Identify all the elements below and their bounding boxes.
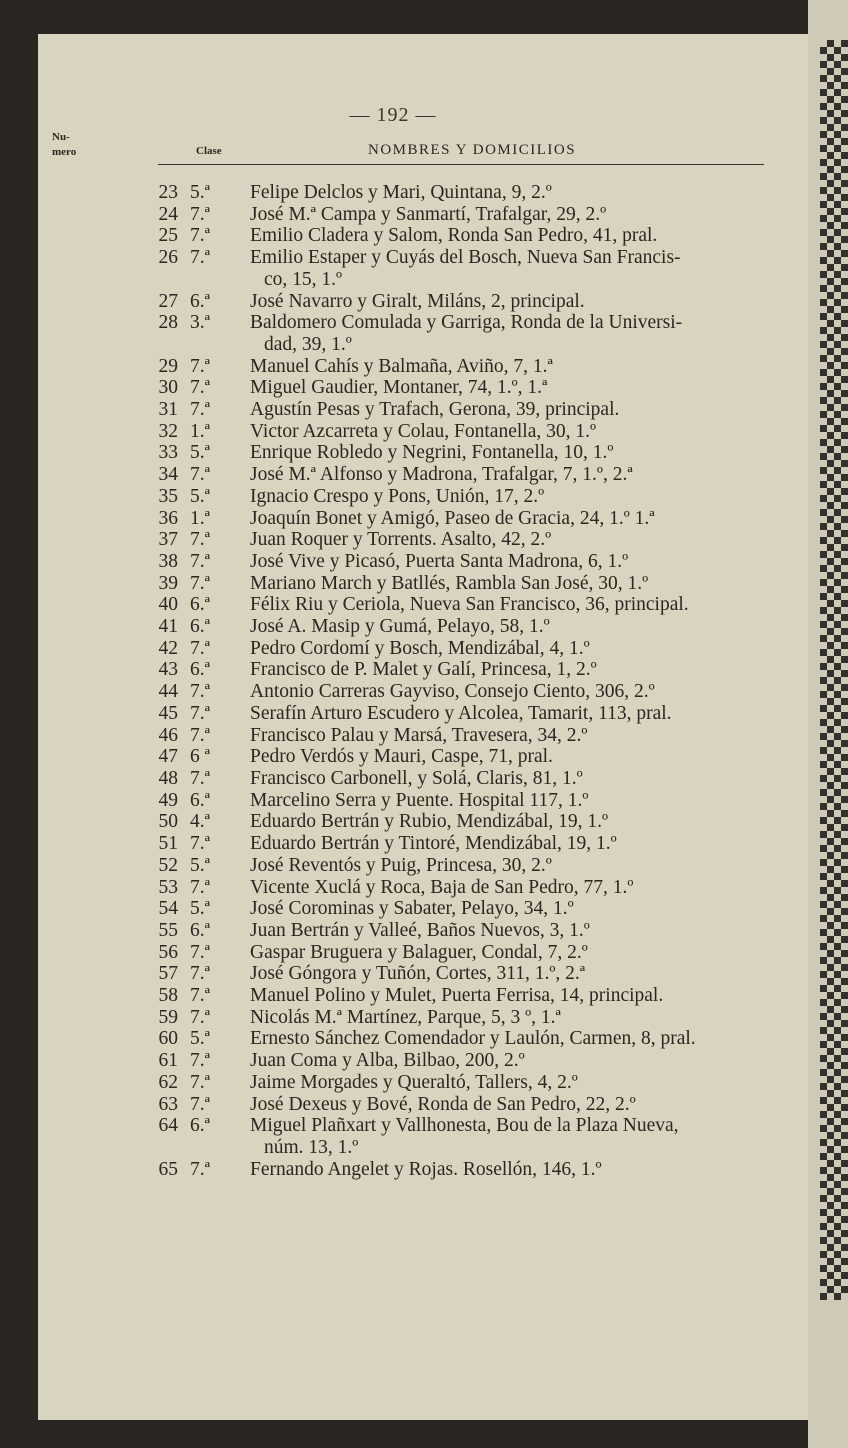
entry-number: 34 <box>158 464 178 486</box>
entry-name-address: Eduardo Bertrán y Rubio, Mendizábal, 19, 1.º <box>250 811 609 833</box>
entry-number: 64 <box>158 1115 178 1137</box>
entry-name-address: Ernesto Sánchez Comendador y Laulón, Carmen, 8, pral. <box>250 1028 696 1050</box>
entry-name-address: Nicolás M.ª Martínez, Parque, 5, 3 º, 1.ª <box>250 1006 561 1028</box>
entry-number: 26 <box>158 247 178 269</box>
list-item <box>38 377 808 399</box>
entry-text <box>250 356 808 378</box>
entry-continuation: co, 15, 1.º <box>264 268 343 290</box>
list-item <box>38 312 808 355</box>
entry-name-address: Jaime Morgades y Queraltó, Tallers, 4, 2.º <box>250 1071 578 1093</box>
entry-text <box>250 508 808 530</box>
entry-text <box>250 768 808 790</box>
entry-class: 1.ª <box>190 507 211 529</box>
entry-text <box>250 1115 808 1158</box>
entry-name-address: Miguel Gaudier, Montaner, 74, 1.º, 1.ª <box>250 377 548 399</box>
entry-name-address: Miguel Plañxart y Vallhonesta, Bou de la Plaza Nueva, <box>250 1115 679 1137</box>
entry-name-address: Gaspar Bruguera y Balaguer, Condal, 7, 2.º <box>250 941 588 963</box>
entry-name-address: José M.ª Alfonso y Madrona, Trafalgar, 7, 1.º, 2.ª <box>250 464 633 486</box>
entry-name-address: Pedro Cordomí y Bosch, Mendizábal, 4, 1.º <box>250 637 590 659</box>
list-item <box>38 898 808 920</box>
entry-number: 49 <box>158 789 178 811</box>
entry-class: 7.ª <box>190 1050 211 1072</box>
list-item <box>38 225 808 247</box>
list-item <box>38 659 808 681</box>
list-item <box>38 833 808 855</box>
list-item <box>38 551 808 573</box>
entry-text <box>250 551 808 573</box>
entry-class: 6.ª <box>190 616 211 638</box>
entry-text <box>250 442 808 464</box>
entry-class: 5.ª <box>190 485 211 507</box>
entry-class: 6.ª <box>190 290 211 312</box>
entry-text <box>250 898 808 920</box>
list-item <box>38 963 808 985</box>
list-item <box>38 746 808 768</box>
entry-name-address: Mariano March y Batllés, Rambla San José, 30, 1.º <box>250 572 649 594</box>
entry-text <box>250 1028 808 1050</box>
entry-class: 6.ª <box>190 919 211 941</box>
entry-class: 7.ª <box>190 1006 211 1028</box>
entry-text <box>250 421 808 443</box>
entry-number: 41 <box>158 616 178 638</box>
column-header-class: Clase <box>196 145 222 157</box>
entry-number: 59 <box>158 1006 178 1028</box>
list-item <box>38 681 808 703</box>
list-item <box>38 855 808 877</box>
entry-text <box>250 594 808 616</box>
entry-name-address: Juan Bertrán y Valleé, Baños Nuevos, 3, 1.º <box>250 919 590 941</box>
entry-number: 63 <box>158 1093 178 1115</box>
list-item <box>38 725 808 747</box>
entry-number: 30 <box>158 377 178 399</box>
entry-text <box>250 920 808 942</box>
entry-number: 44 <box>158 681 178 703</box>
entry-number: 55 <box>158 919 178 941</box>
entry-class: 7.ª <box>190 833 211 855</box>
entry-number: 42 <box>158 637 178 659</box>
entry-class: 7.ª <box>190 464 211 486</box>
list-item <box>38 1094 808 1116</box>
entry-number: 36 <box>158 507 178 529</box>
entry-class: 6 ª <box>190 746 211 768</box>
entry-class: 5.ª <box>190 182 211 203</box>
entry-number: 54 <box>158 898 178 920</box>
entry-name-address: Fernando Angelet y Rojas. Rosellón, 146, 1.º <box>250 1158 602 1180</box>
list-item <box>38 811 808 833</box>
entry-text <box>250 182 808 204</box>
entry-name-address: José M.ª Campa y Sanmartí, Trafalgar, 29, 2.º <box>250 203 607 225</box>
entry-name-address: Pedro Verdós y Mauri, Caspe, 71, pral. <box>250 746 553 768</box>
entry-class: 7.ª <box>190 702 211 724</box>
entry-name-address: Victor Azcarreta y Colau, Fontanella, 30, 1.º <box>250 420 597 442</box>
list-item <box>38 182 808 204</box>
list-item <box>38 508 808 530</box>
entry-name-address: Manuel Polino y Mulet, Puerta Ferrisa, 14, principal. <box>250 985 664 1007</box>
entry-text <box>250 399 808 421</box>
entry-text <box>250 1159 808 1181</box>
entry-text <box>250 877 808 899</box>
entry-number: 56 <box>158 941 178 963</box>
entry-text <box>250 247 808 290</box>
entry-text <box>250 681 808 703</box>
entry-number: 43 <box>158 659 178 681</box>
entry-class: 7.ª <box>190 637 211 659</box>
entry-class: 7.ª <box>190 724 211 746</box>
entry-number: 45 <box>158 702 178 724</box>
entry-number: 33 <box>158 442 178 464</box>
list-item <box>38 942 808 964</box>
entry-class: 7.ª <box>190 876 211 898</box>
entry-name-address: José A. Masip y Gumá, Pelayo, 58, 1.º <box>250 616 550 638</box>
entry-name-address: José Reventós y Puig, Princesa, 30, 2.º <box>250 854 552 876</box>
entry-continuation: dad, 39, 1.º <box>264 333 352 355</box>
entry-text <box>250 659 808 681</box>
entry-name-address: Francisco de P. Malet y Galí, Princesa, 1, 2.º <box>250 659 597 681</box>
entry-text <box>250 942 808 964</box>
entry-number: 23 <box>158 182 178 203</box>
entry-text <box>250 638 808 660</box>
entry-number: 32 <box>158 420 178 442</box>
list-item <box>38 1028 808 1050</box>
list-item <box>38 486 808 508</box>
entry-class: 6.ª <box>190 659 211 681</box>
entry-class: 7.ª <box>190 355 211 377</box>
entry-name-address: Félix Riu y Ceriola, Nueva San Francisco, 36, principal. <box>250 594 689 616</box>
entry-number: 51 <box>158 833 178 855</box>
entry-name-address: José Góngora y Tuñón, Cortes, 311, 1.º, 2.ª <box>250 963 586 985</box>
entry-class: 7.ª <box>190 225 211 247</box>
entry-class: 4.ª <box>190 811 211 833</box>
entry-class: 7.ª <box>190 247 211 269</box>
entry-text <box>250 833 808 855</box>
entry-name-address: Serafín Arturo Escudero y Alcolea, Tamarit, 113, pral. <box>250 702 672 724</box>
list-item <box>38 356 808 378</box>
entry-class: 5.ª <box>190 442 211 464</box>
header-rule <box>158 164 764 165</box>
entry-name-address: Manuel Cahís y Balmaña, Aviño, 7, 1.ª <box>250 355 553 377</box>
entry-number: 57 <box>158 963 178 985</box>
entry-number: 37 <box>158 529 178 551</box>
list-item <box>38 920 808 942</box>
entry-class: 3.ª <box>190 312 211 334</box>
entry-number: 25 <box>158 225 178 247</box>
entry-text <box>250 811 808 833</box>
entry-class: 5.ª <box>190 898 211 920</box>
entry-text <box>250 616 808 638</box>
entry-name-address: Marcelino Serra y Puente. Hospital 117, 1.º <box>250 789 589 811</box>
checkered-border-pattern <box>820 40 848 1300</box>
entry-text <box>250 204 808 226</box>
entry-name-address: José Dexeus y Bové, Ronda de San Pedro, 22, 2.º <box>250 1093 636 1115</box>
entry-text <box>250 529 808 551</box>
book-page <box>38 34 808 1420</box>
list-item <box>38 442 808 464</box>
column-header-number-line1: Nu- <box>52 131 70 143</box>
entry-name-address: Felipe Delclos y Mari, Quintana, 9, 2.º <box>250 182 552 203</box>
list-item <box>38 703 808 725</box>
column-header-number-line2: mero <box>52 146 77 158</box>
entry-text <box>250 985 808 1007</box>
entry-number: 27 <box>158 290 178 312</box>
entry-text <box>250 855 808 877</box>
entry-number: 58 <box>158 985 178 1007</box>
entry-name-address: Francisco Palau y Marsá, Travesera, 34, 2.º <box>250 724 588 746</box>
entry-class: 7.ª <box>190 203 211 225</box>
entry-class: 6.ª <box>190 789 211 811</box>
entry-class: 7.ª <box>190 377 211 399</box>
entry-continuation: núm. 13, 1.º <box>264 1136 359 1158</box>
entry-class: 5.ª <box>190 854 211 876</box>
entry-class: 7.ª <box>190 963 211 985</box>
entry-name-address: Baldomero Comulada y Garriga, Ronda de la Universi- <box>250 312 683 334</box>
entry-class: 7.ª <box>190 1071 211 1093</box>
list-item <box>38 1007 808 1029</box>
list-item <box>38 985 808 1007</box>
entry-class: 7.ª <box>190 985 211 1007</box>
entry-name-address: Joaquín Bonet y Amigó, Paseo de Gracia, 24, 1.º 1.ª <box>250 507 655 529</box>
entry-name-address: Antonio Carreras Gayviso, Consejo Ciento, 306, 2.º <box>250 681 655 703</box>
entry-text <box>250 291 808 313</box>
list-item <box>38 529 808 551</box>
entry-text <box>250 573 808 595</box>
list-item <box>38 1050 808 1072</box>
entry-text <box>250 1072 808 1094</box>
entry-name-address: Enrique Robledo y Negrini, Fontanella, 10, 1.º <box>250 442 614 464</box>
column-header-number <box>52 130 76 160</box>
entry-text <box>250 225 808 247</box>
entry-name-address: Agustín Pesas y Trafach, Gerona, 39, principal. <box>250 399 620 421</box>
entry-class: 7.ª <box>190 1158 211 1180</box>
entry-class: 7.ª <box>190 399 211 421</box>
entry-name-address: Francisco Carbonell, y Solá, Claris, 81, 1.º <box>250 767 583 789</box>
entry-number: 28 <box>158 312 178 334</box>
entry-text <box>250 790 808 812</box>
entry-number: 24 <box>158 203 178 225</box>
entry-name-address: Juan Roquer y Torrents. Asalto, 42, 2.º <box>250 529 552 551</box>
entry-class: 7.ª <box>190 681 211 703</box>
entry-number: 39 <box>158 572 178 594</box>
entry-number: 65 <box>158 1158 178 1180</box>
list-item <box>38 573 808 595</box>
list-item <box>38 399 808 421</box>
entry-class: 7.ª <box>190 572 211 594</box>
entry-text <box>250 725 808 747</box>
entry-number: 46 <box>158 724 178 746</box>
entry-name-address: Eduardo Bertrán y Tintoré, Mendizábal, 19, 1.º <box>250 833 617 855</box>
entry-name-address: Ignacio Crespo y Pons, Unión, 17, 2.º <box>250 485 545 507</box>
entry-name-address: Vicente Xuclá y Roca, Baja de San Pedro, 77, 1.º <box>250 876 634 898</box>
entry-number: 40 <box>158 594 178 616</box>
entry-number: 61 <box>158 1050 178 1072</box>
entry-name-address: Juan Coma y Alba, Bilbao, 200, 2.º <box>250 1050 525 1072</box>
entry-number: 35 <box>158 485 178 507</box>
entry-text <box>250 312 808 355</box>
entry-name-address: Emilio Cladera y Salom, Ronda San Pedro, 41, pral. <box>250 225 658 247</box>
entry-number: 50 <box>158 811 178 833</box>
entry-class: 1.ª <box>190 420 211 442</box>
entry-number: 52 <box>158 854 178 876</box>
entry-list <box>38 182 808 1180</box>
entry-text <box>250 746 808 768</box>
entry-number: 60 <box>158 1028 178 1050</box>
entry-text <box>250 1050 808 1072</box>
entry-class: 6.ª <box>190 594 211 616</box>
entry-name-address: José Vive y Picasó, Puerta Santa Madrona, 6, 1.º <box>250 550 629 572</box>
list-item <box>38 768 808 790</box>
entry-number: 29 <box>158 355 178 377</box>
list-item <box>38 1159 808 1181</box>
list-item <box>38 421 808 443</box>
column-header-names: NOMBRES Y DOMICILIOS <box>368 142 577 158</box>
entry-number: 62 <box>158 1071 178 1093</box>
entry-class: 7.ª <box>190 529 211 551</box>
entry-number: 48 <box>158 767 178 789</box>
entry-text <box>250 464 808 486</box>
page-number: — 192 — <box>349 104 437 126</box>
list-item <box>38 1072 808 1094</box>
entry-class: 5.ª <box>190 1028 211 1050</box>
list-item <box>38 877 808 899</box>
entry-number: 47 <box>158 746 178 768</box>
entry-text <box>250 377 808 399</box>
entry-class: 7.ª <box>190 941 211 963</box>
entry-name-address: José Navarro y Giralt, Miláns, 2, principal. <box>250 290 585 312</box>
entry-text <box>250 963 808 985</box>
list-item <box>38 638 808 660</box>
list-item <box>38 204 808 226</box>
entry-text <box>250 486 808 508</box>
entry-number: 31 <box>158 399 178 421</box>
entry-class: 6.ª <box>190 1115 211 1137</box>
list-item <box>38 616 808 638</box>
entry-text <box>250 1007 808 1029</box>
list-item <box>38 790 808 812</box>
entry-class: 7.ª <box>190 550 211 572</box>
entry-name-address: José Corominas y Sabater, Pelayo, 34, 1.º <box>250 898 574 920</box>
entry-text <box>250 1094 808 1116</box>
entry-text <box>250 703 808 725</box>
entry-name-address: Emilio Estaper y Cuyás del Bosch, Nueva San Francis- <box>250 247 681 269</box>
list-item <box>38 594 808 616</box>
entry-number: 38 <box>158 550 178 572</box>
list-item <box>38 247 808 290</box>
list-item <box>38 291 808 313</box>
entry-class: 7.ª <box>190 1093 211 1115</box>
list-item <box>38 464 808 486</box>
entry-class: 7.ª <box>190 767 211 789</box>
entry-number: 53 <box>158 876 178 898</box>
list-item <box>38 1115 808 1158</box>
